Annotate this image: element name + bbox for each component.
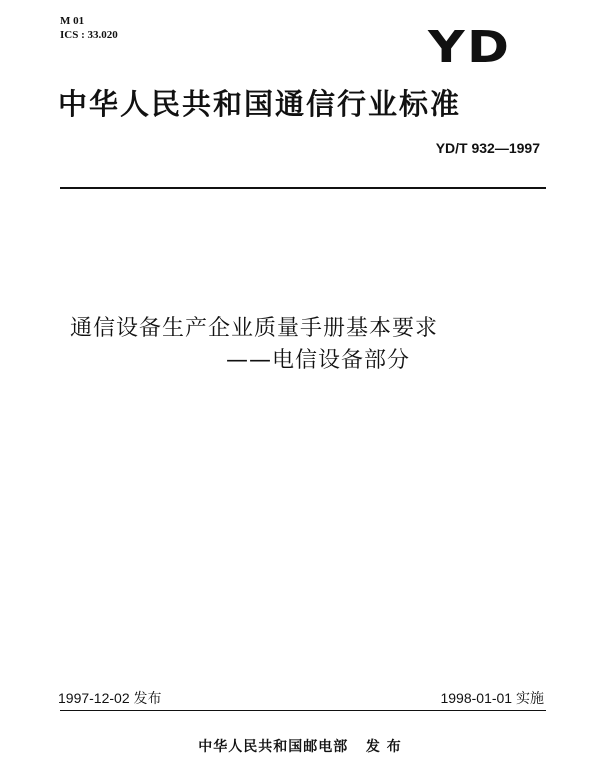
ics-code: ICS : 33.020 [60,29,118,41]
footer-rule [60,710,546,711]
classification-code: M 01 [60,15,85,27]
yd-logo: YD [428,22,512,73]
document-title: 通信设备生产企业质量手册基本要求 [70,316,439,341]
standard-category-title: 中华人民共和国通信行业标准 [58,87,462,121]
standard-number: YD/T 932—1997 [435,140,540,156]
document-subtitle: ——电信设备部分 [226,348,411,373]
issue-date: 1997-12-02 发布 [58,690,162,706]
implementation-date: 1998-01-01 实施 [440,690,544,706]
header-rule [60,187,546,189]
publisher: 中华人民共和国邮电部 发 布 [198,739,402,755]
